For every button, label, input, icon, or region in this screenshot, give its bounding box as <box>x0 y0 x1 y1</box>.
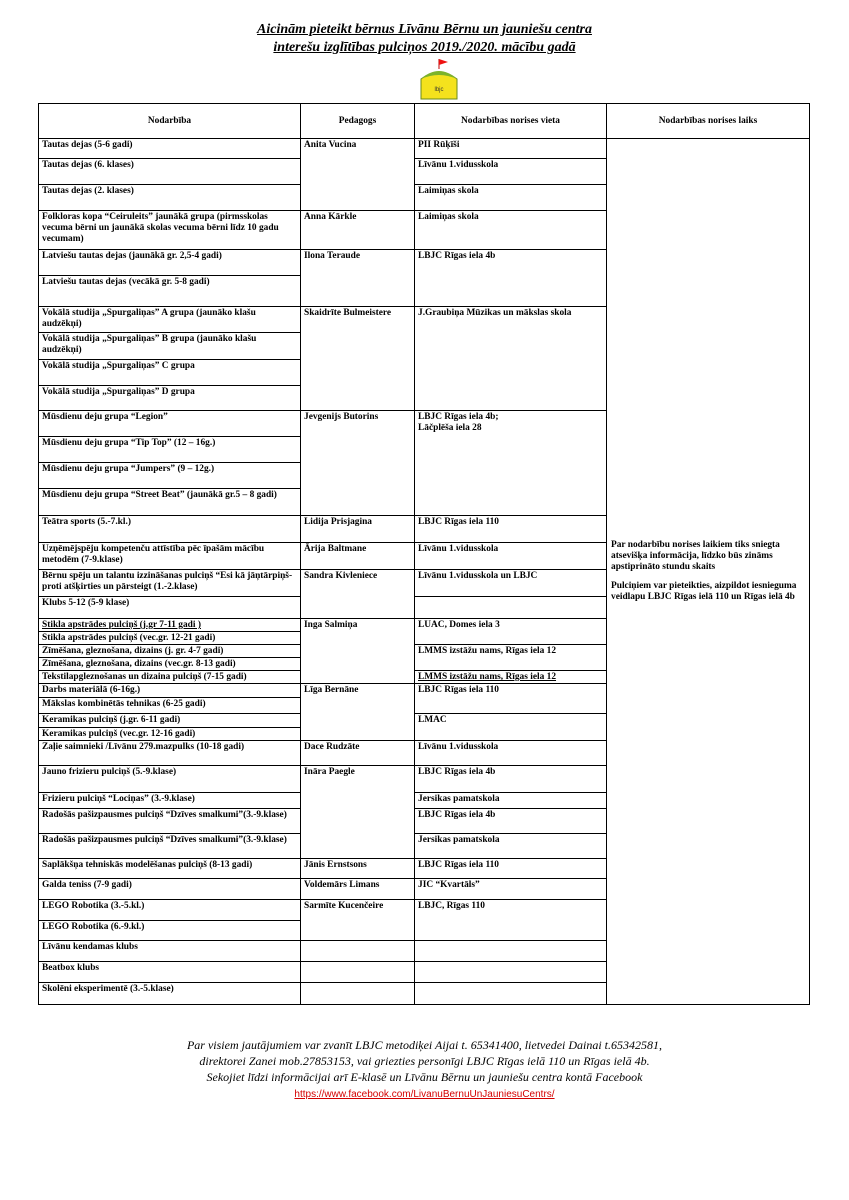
header-activity: Nodarbība <box>39 104 301 139</box>
activity-cell: Radošās pašizpausmes pulciņš “Dzīves smalkumi”(3.-9.klase) <box>39 809 301 834</box>
teacher-cell: Skaidrīte Bulmeistere <box>301 307 415 411</box>
activity-cell: Tautas dejas (5-6 gadi) <box>39 139 301 159</box>
activity-cell: Frizieru pulciņš “Lociņas” (3.-9.klase) <box>39 793 301 809</box>
table-header-row <box>39 104 810 139</box>
activity-cell: Saplākšņa tehniskās modelēšanas pulciņš (8-13 gadi) <box>39 859 301 879</box>
place-cell: LBJC Rīgas iela 110 <box>415 516 607 543</box>
place-cell: LMAC <box>415 714 607 741</box>
teacher-cell: Anna Kārkle <box>301 211 415 250</box>
activity-cell: Mūsdienu deju grupa “Legion” <box>39 411 301 437</box>
teacher-cell: Lidija Prisjagina <box>301 516 415 543</box>
teacher-cell <box>301 962 415 983</box>
place-cell: LBJC, Rīgas 110 <box>415 900 607 941</box>
footer-contact <box>0 1037 849 1085</box>
activity-cell: Skolēni eksperimentē (3.-5.klase) <box>39 983 301 1005</box>
teacher-cell: Līga Bernāne <box>301 684 415 741</box>
place-cell: LBJC Rīgas iela 110 <box>415 859 607 879</box>
header-place: Nodarbības norises vieta <box>415 104 607 139</box>
place-cell: Laimiņas skola <box>415 211 607 250</box>
teacher-cell: Dace Rudzāte <box>301 741 415 766</box>
activity-cell: Tekstilapgleznošanas un dizaina pulciņš (7-15 gadi) <box>39 671 301 684</box>
activity-cell: Keramikas pulciņš (vec.gr. 12-16 gadi) <box>39 728 301 741</box>
place-cell <box>415 941 607 962</box>
activity-cell: Vokālā studija „Spurgaliņas” A grupa (jaunāko klašu audzēkņi) <box>39 307 301 333</box>
activity-cell: Zīmēšana, gleznošana, dizains (j. gr. 4-7 gadi) <box>39 645 301 658</box>
lbjc-logo-house-icon <box>415 57 463 101</box>
place-cell: Līvānu 1.vidusskola un LBJC <box>415 570 607 597</box>
place-cell: LBJC Rīgas iela 4b <box>415 809 607 834</box>
activity-cell: Vokālā studija „Spurgaliņas” B grupa (jaunāko klašu audzēkņi) <box>39 333 301 360</box>
place-cell: Laimiņas skola <box>415 185 607 211</box>
table-row <box>39 139 810 159</box>
activity-cell: Galda teniss (7-9 gadi) <box>39 879 301 900</box>
place-cell: LBJC Rīgas iela 4b <box>415 250 607 307</box>
teacher-cell: Ilona Teraude <box>301 250 415 307</box>
place-cell: Līvānu 1.vidusskola <box>415 543 607 570</box>
place-cell: PII Rūķīši <box>415 139 607 159</box>
activity-cell: Keramikas pulciņš (j.gr. 6-11 gadi) <box>39 714 301 728</box>
teacher-cell <box>301 941 415 962</box>
place-cell: J.Graubiņa Mūzikas un mākslas skola <box>415 307 607 411</box>
header-teacher: Pedagogs <box>301 104 415 139</box>
header-time: Nodarbības norises laiks <box>607 104 810 139</box>
page-title-line2: interešu izglītības pulciņos 2019./2020. mācību gadā <box>273 40 576 55</box>
place-cell <box>415 597 607 619</box>
activity-cell: Mūsdienu deju grupa “Tip Top” (12 – 16g.) <box>39 437 301 463</box>
activity-cell: Līvānu kendamas klubs <box>39 941 301 962</box>
activity-cell: Darbs materiālā (6-16g.) <box>39 684 301 698</box>
facebook-link[interactable]: https://www.facebook.com/LivanuBernuUnJauniesuCentrs/ <box>294 1089 555 1100</box>
activity-cell: Mūsdienu deju grupa “Jumpers” (9 – 12g.) <box>39 463 301 489</box>
teacher-cell: Sandra Kivleniece <box>301 570 415 619</box>
place-cell: Līvānu 1.vidusskola <box>415 159 607 185</box>
activity-cell: Radošās pašizpausmes pulciņš “Dzīves smalkumi”(3.-9.klase) <box>39 834 301 859</box>
place-cell: Jersikas pamatskola <box>415 793 607 809</box>
activity-cell: Teātra sports (5.-7.kl.) <box>39 516 301 543</box>
activity-cell: LEGO Robotika (3.-5.kl.) <box>39 900 301 921</box>
footer-line2: direktorei Zanei mob.27853153, vai griezties personīgi LBJC Rīgas ielā 110 un Rīgas ielā 4b. <box>199 1054 650 1068</box>
activity-cell: Mākslas kombinētās tehnikas (6-25 gadi) <box>39 698 301 714</box>
place-cell: LMMS izstāžu nams, Rīgas iela 12 <box>415 645 607 671</box>
place-cell <box>415 962 607 983</box>
teacher-cell: Jevgenijs Butorins <box>301 411 415 516</box>
activity-cell: Jauno frizieru pulciņš (5.-9.klase) <box>39 766 301 793</box>
teacher-cell: Voldemārs Limans <box>301 879 415 900</box>
page-title-line1: Aicinām pieteikt bērnus Līvānu Bērnu un jauniešu centra <box>257 22 592 37</box>
time-cell <box>607 139 810 1005</box>
activity-cell: Tautas dejas (2. klases) <box>39 185 301 211</box>
place-cell: Līvānu 1.vidusskola <box>415 741 607 766</box>
activity-cell: Latviešu tautas dejas (vecākā gr. 5-8 gadi) <box>39 276 301 307</box>
time-note-schedule: Par nodarbību norises laikiem tiks sniegta atsevišķa informācija, līdzko būs zināms apstiprināto stundu skaits <box>611 540 780 572</box>
teacher-cell: Sarmīte Kucenčeire <box>301 900 415 941</box>
place-cell: LBJC Rīgas iela 110 <box>415 684 607 714</box>
activities-table <box>38 103 810 1005</box>
activity-cell: Latviešu tautas dejas (jaunākā gr. 2,5-4 gadi) <box>39 250 301 276</box>
svg-text:lbjc: lbjc <box>434 87 444 93</box>
place-cell: Jersikas pamatskola <box>415 834 607 859</box>
teacher-cell: Jānis Ernstsons <box>301 859 415 879</box>
teacher-cell: Ināra Paegle <box>301 766 415 859</box>
activity-cell: LEGO Robotika (6.-9.kl.) <box>39 921 301 941</box>
activity-cell: Mūsdienu deju grupa “Street Beat” (jaunākā gr.5 – 8 gadi) <box>39 489 301 516</box>
time-note-registration: Pulciņiem var pieteikties, aizpildot iesnieguma veidlapu LBJC Rīgas ielā 110 un Rīgas ielā 4b <box>611 581 797 602</box>
activity-cell: Klubs 5-12 (5-9 klase) <box>39 597 301 619</box>
place-line1: LBJC Rīgas iela 4b; <box>418 412 499 422</box>
teacher-cell: Anita Vucina <box>301 139 415 211</box>
teacher-cell: Inga Salmiņa <box>301 619 415 684</box>
activity-cell: Vokālā studija „Spurgaliņas” C grupa <box>39 360 301 386</box>
activity-cell <box>39 619 301 632</box>
place-cell <box>415 411 607 516</box>
activity-cell: Stikla apstrādes pulciņš (vec.gr. 12-21 gadi) <box>39 632 301 645</box>
place-cell <box>415 671 607 684</box>
place-cell: LBJC Rīgas iela 4b <box>415 766 607 793</box>
activity-cell: Uzņēmējspēju kompetenču attīstība pēc īpašām mācību metodēm (7-9.klase) <box>39 543 301 570</box>
activity-cell: Zaļie saimnieki /Līvānu 279.mazpulks (10-18 gadi) <box>39 741 301 766</box>
footer-line3: Sekojiet līdzi informācijai arī E-klasē un Līvānu Bērnu un jauniešu centra kontā Facebook <box>206 1070 643 1084</box>
activity-text: Stikla apstrādes pulciņš (j.gr 7-11 gadi ) <box>42 620 201 630</box>
place-cell: LUAC, Domes iela 3 <box>415 619 607 645</box>
activity-cell: Zīmēšana, gleznošana, dizains (vec.gr. 8-13 gadi) <box>39 658 301 671</box>
teacher-cell: Ārija Baltmane <box>301 543 415 570</box>
place-cell <box>415 983 607 1005</box>
place-line2: Lāčplēša iela 28 <box>418 423 482 433</box>
activity-cell: Folkloras kopa “Ceiruleits” jaunākā grupa (pirmsskolas vecuma bērni un jaunākā skolas vecuma bērni līdz 10 gadu vecumam) <box>39 211 301 250</box>
activity-cell: Bērnu spēju un talantu izzināšanas pulciņš “Esi kā jāņtārpiņš-proti atšķirties un pārsteigt (1.-2.klase) <box>39 570 301 597</box>
teacher-cell <box>301 983 415 1005</box>
footer-line1: Par visiem jautājumiem var zvanīt LBJC metodiķei Aijai t. 65341400, lietvedei Dainai t.65342581, <box>186 1038 663 1052</box>
place-cell: JIC “Kvartāls” <box>415 879 607 900</box>
activity-cell: Beatbox klubs <box>39 962 301 983</box>
place-text: LMMS izstāžu nams, Rīgas iela 12 <box>418 672 557 682</box>
activity-cell: Vokālā studija „Spurgaliņas” D grupa <box>39 386 301 411</box>
activity-cell: Tautas dejas (6. klases) <box>39 159 301 185</box>
